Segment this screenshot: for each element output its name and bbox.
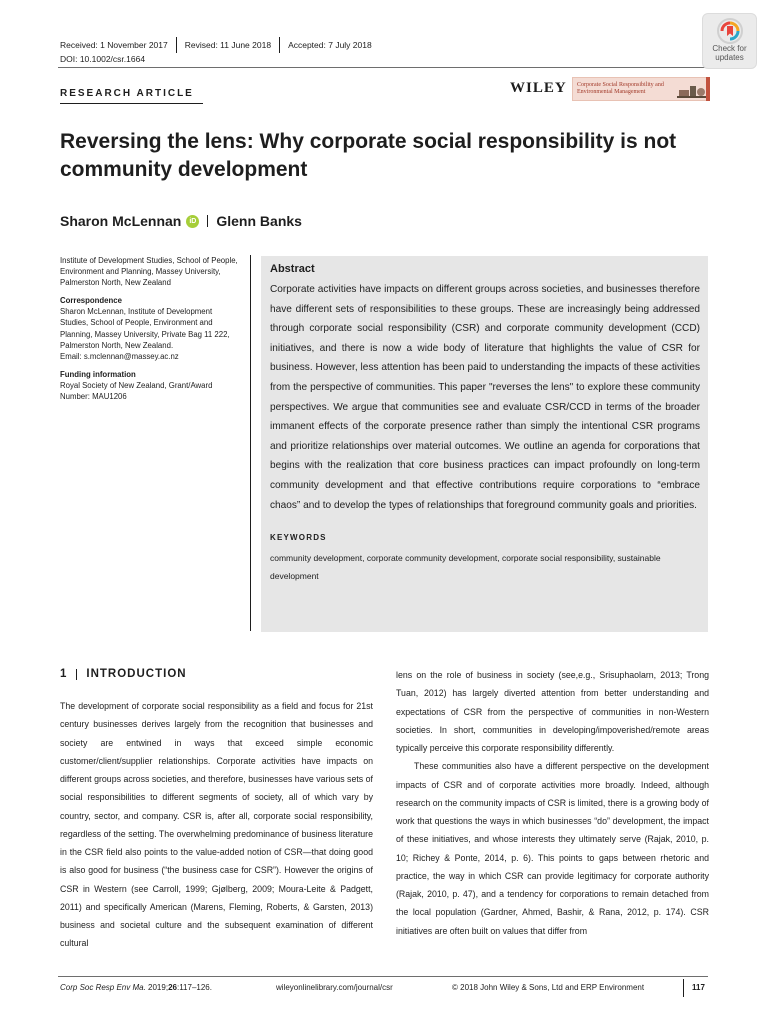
revised-date: Revised: 11 June 2018 [184, 40, 272, 50]
page-number: 117 [692, 983, 705, 992]
journal-cover-icon [677, 78, 707, 100]
abstract-text: Corporate activities have impacts on different groups across societies, and businesses therefore have different sets of responsibilities to these groups. These are increasingly being addressed through corporate social responsibility (CSR) and corporate community development (CCD) initiatives, and there is now a wide body of literature that highlights the value of CSR for business. However, less attention has been paid to understanding the impacts of these activities from the perspective of communities. This paper "reverses the lens" to explore these community perspectives. We argue that communities see and evaluate CSR/CCD in terms of the broader immanent effects of the corporate presence rather than simply the intentional CSR programs and prioritize relationships over material outcomes. We outline an agenda for corporations that begins with the realization that core business practices can impact profoundly on long-term community development and that effective contributions require corporations to “embrace chaos” and to develop the types of relationships that foreground community goals and priorities. [270, 284, 700, 511]
header-rule [58, 67, 708, 68]
funding-heading: Funding information [60, 369, 136, 379]
article-dates [60, 37, 372, 53]
body-paragraph: The development of corporate social responsibility as a field and focus for 21st century businesses derives largely from the recognition that businesses and society are entwined in ways that exceed simple economic customer/client/supplier relationships. Corporate activities have impacts on different groups across societies, and therefore, businesses have various sets of social responsibilities to different segments of society, all of which vary by country, sector, and company. CSR is, after all, corporate social responsibility, regardless of the setting. The overwhelming predominance of business literature in the CSR field also points to the value-added notion of CSR—that doing good is also good for business (“the business case for CSR”). However the origins of CSR in Western (see Carroll, 1999; Gjølberg, 2009; Moura-Leite & Padgett, 2011) and specifically American (Marens, Fleming, Roberts, & Garsten, 2013) business and societal culture and the subsequent examination of different cultural [60, 701, 373, 949]
author-list [60, 213, 302, 229]
date-separator [176, 37, 177, 53]
article-title: Reversing the lens: Why corporate social responsibility is not community development [60, 130, 677, 181]
check-for-updates-button[interactable] [702, 13, 757, 69]
author-separator [207, 215, 208, 227]
affiliation: Institute of Development Studies, School of People, Environment and Planning, Massey University, Palmerston North, New Zealand [60, 256, 238, 288]
correspondence-text: Sharon McLennan, Institute of Development Studies, School of People, Environment and Planning, Massey University, Private Bag 11 222, Palmerston North, New Zealand. [60, 307, 230, 350]
orcid-icon[interactable]: iD [186, 215, 199, 228]
sidebar-divider [250, 255, 251, 631]
body-column-right [396, 666, 709, 940]
section-number: 1 [60, 668, 68, 680]
correspondence-heading: Correspondence [60, 296, 122, 306]
section-heading [60, 668, 187, 680]
keywords-text: community development, corporate community development, corporate social responsibility, sustainable development [270, 553, 661, 582]
abstract-box [261, 256, 708, 632]
body-paragraph: These communities also have a different perspective on the development impacts of CSR and of corporate activities more broadly. Indeed, although research on the community impacts of CSR is limited, there is a growing body of work that questions the ways in which businesses “do” development, the impact of these initiatives, and whose interests they ultimately serve (Rajak, 2010, p. 10; Richey & Ponte, 2014, p. 6). This points to gaps between rhetoric and practice, the way in which CSR can provide legitimacy for corporate authority (Rajak, 2010, p. 47), and a tendency for corporations to remain detached from the local population (Gardner, Ahmed, Bashir, & Rana, 2012, p. 174). CSR initiatives are often built on values that differ from [396, 761, 709, 936]
author-info-sidebar [60, 255, 242, 402]
section-title: INTRODUCTION [86, 668, 187, 680]
journal-stripe [706, 77, 710, 101]
check-for-updates-label: Check for updates [712, 44, 747, 62]
article-type-label: RESEARCH ARTICLE [60, 88, 194, 99]
publisher-logo: WILEY [510, 80, 567, 96]
received-date: Received: 1 November 2017 [60, 40, 168, 50]
citation: Corp Soc Resp Env Ma. 2019;26:117–126. [60, 983, 212, 992]
journal-logo [572, 77, 710, 101]
correspondence-email[interactable]: Email: s.mclennan@massey.ac.nz [60, 351, 179, 361]
footer-rule [58, 976, 708, 977]
author-name[interactable]: Glenn Banks [216, 213, 302, 229]
date-separator [279, 37, 280, 53]
body-column-left [60, 697, 373, 953]
section-separator [76, 669, 77, 680]
journal-url[interactable]: wileyonlinelibrary.com/journal/csr [276, 983, 393, 992]
author-name[interactable]: Sharon McLennan [60, 213, 182, 229]
keywords-heading: KEYWORDS [270, 533, 327, 543]
doi[interactable]: DOI: 10.1002/csr.1664 [60, 54, 146, 64]
copyright: © 2018 John Wiley & Sons, Ltd and ERP Environment [452, 983, 645, 992]
abstract-heading: Abstract [270, 263, 315, 275]
article-type-rule [60, 103, 203, 104]
journal-name: Corporate Social Responsibility and Environmental Management [577, 82, 664, 95]
page-number-separator [683, 979, 684, 997]
funding-text: Royal Society of New Zealand, Grant/Award Number: MAU1206 [60, 380, 213, 402]
body-paragraph: lens on the role of business in society (see,e.g., Srisuphaolarn, 2013; Trong Tuan, 2012) has largely diverted attention from better understanding and expectations of CSR from the perspective of communities in non-Western societies. In short, communities in developing/impoverished/remote areas typically perceive this corporate responsibility differently. [396, 670, 709, 753]
bookmark-icon [717, 18, 743, 44]
accepted-date: Accepted: 7 July 2018 [288, 40, 372, 50]
